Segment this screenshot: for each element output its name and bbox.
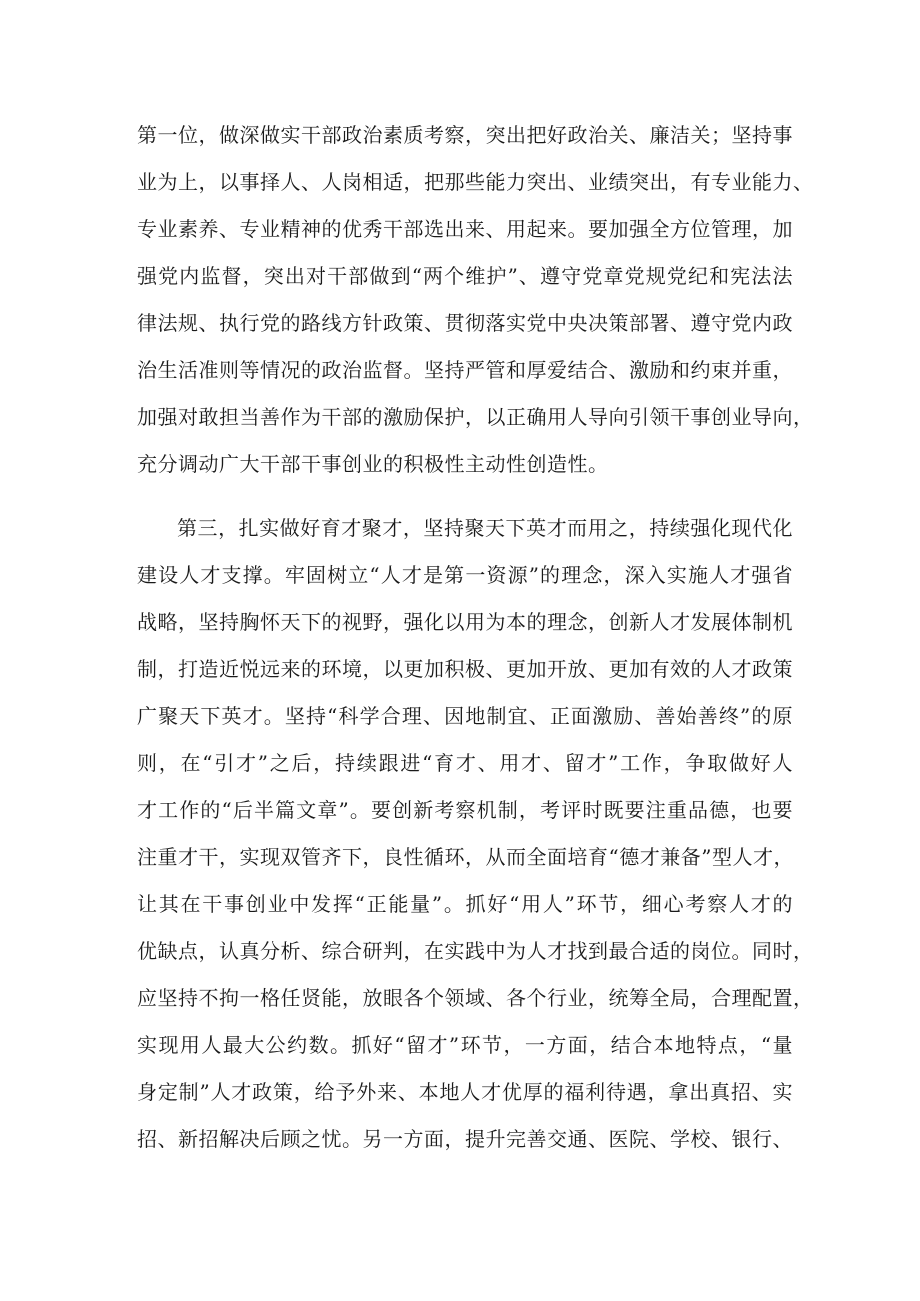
paragraph-2 [137, 505, 814, 1163]
paragraph-line: 专业素养、专业精神的优秀干部选出来、用起来。要加强全方位管理，加 [137, 217, 793, 241]
paragraph-1 [137, 112, 814, 488]
paragraph-line: 律法规、执行党的路线方针政策、贯彻落实党中央决策部署、遵守党内政 [137, 311, 793, 335]
paragraph-line: 加强对敢担当善作为干部的激励保护，以正确用人导向引领干事创业导向， [137, 405, 814, 429]
paragraph-line: 让其在干事创业中发挥“正能量”。抓好“用人”环节，细心考察人才的 [137, 892, 793, 916]
paragraph-line: 则，在“引才”之后，持续跟进“育才、用才、留才”工作，争取做好人 [137, 751, 793, 775]
paragraph-line: 招、新招解决后顾之忧。另一方面，提升完善交通、医院、学校、银行、 [137, 1127, 793, 1151]
paragraph-line: 优缺点，认真分析、综合研判，在实践中为人才找到最合适的岗位。同时， [137, 939, 814, 963]
paragraph-line: 实现用人最大公约数。抓好“留才”环节，一方面，结合本地特点，“量 [137, 1033, 793, 1057]
paragraph-line: 应坚持不拘一格任贤能，放眼各个领域、各个行业，统筹全局，合理配置， [137, 986, 814, 1010]
paragraph-line: 才工作的“后半篇文章”。要创新考察机制，考评时既要注重品德，也要 [137, 798, 793, 822]
paragraph-line: 制，打造近悦远来的环境，以更加积极、更加开放、更加有效的人才政策 [137, 657, 793, 681]
paragraph-line: 广聚天下英才。坚持“科学合理、因地制宜、正面激励、善始善终”的原 [137, 704, 793, 728]
paragraph-line: 身定制”人才政策，给予外来、本地人才优厚的福利待遇，拿出真招、实 [137, 1080, 793, 1104]
paragraph-line: 战略，坚持胸怀天下的视野，强化以用为本的理念，创新人才发展体制机 [137, 610, 793, 634]
paragraph-line: 充分调动广大干部干事创业的积极性主动性创造性。 [137, 452, 609, 476]
paragraph-line: 第一位，做深做实干部政治素质考察，突出把好政治关、廉洁关；坚持事 [137, 123, 793, 147]
paragraph-line: 第三，扎实做好育才聚才，坚持聚天下英才而用之，持续强化现代化 [177, 516, 793, 540]
paragraph-line: 治生活准则等情况的政治监督。坚持严管和厚爱结合、激励和约束并重， [137, 358, 793, 382]
paragraph-line: 建设人才支撑。牢固树立“人才是第一资源”的理念，深入实施人才强省 [137, 563, 793, 587]
paragraph-line: 强党内监督，突出对干部做到“两个维护”、遵守党章党规党纪和宪法法 [137, 264, 793, 288]
paragraph-line: 注重才干，实现双管齐下，良性循环，从而全面培育“德才兼备”型人才， [137, 845, 794, 869]
paragraph-line: 业为上，以事择人、人岗相适，把那些能力突出、业绩突出，有专业能力、 [137, 170, 814, 194]
